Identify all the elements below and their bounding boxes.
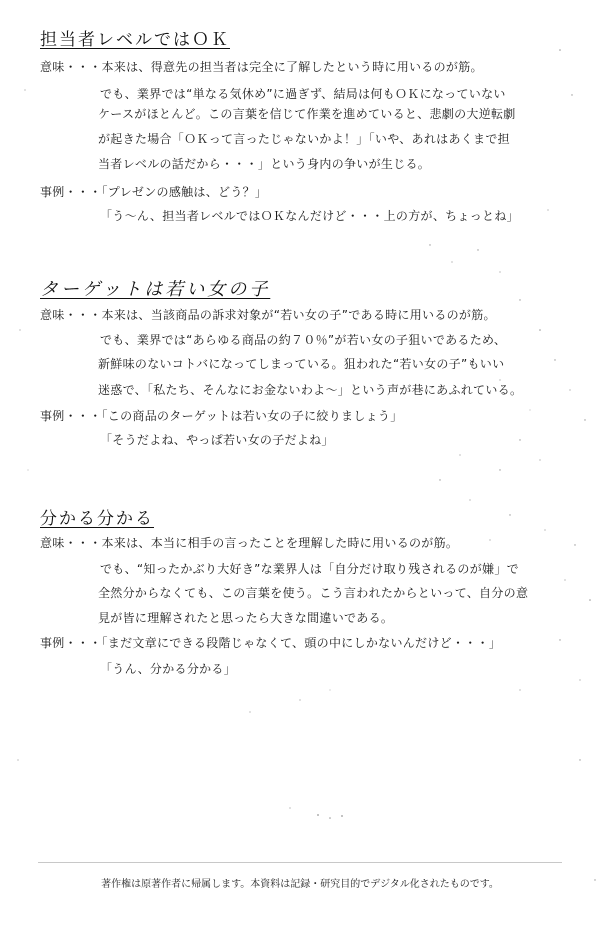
meaning-line-2: 意味・・・本来は、当該商品の訴求対象が“若い女の子”である時に用いるのが筋。 bbox=[40, 308, 496, 322]
body-line-3-2: でも、“知ったかぶり大好き”な業界人は「自分だけ取り残されるのが嫌」で bbox=[100, 562, 519, 576]
meaning-line-1: 意味・・・本来は、得意先の担当者は完全に了解したという時に用いるのが筋。 bbox=[40, 60, 483, 74]
example-reply-1: 「う〜ん、担当者レベルではＯＫなんだけど・・・上の方が、ちょっとね」 bbox=[100, 209, 519, 223]
body-line-1-4: が起きた場合「ＯＫって言ったじゃないかよ！」「いや、あれはあくまで担 bbox=[98, 132, 510, 146]
body-line-2-3: 新鮮味のないコトバになってしまっている。狙われた“若い女の子”もいい bbox=[98, 357, 505, 371]
body-line-2-2: でも、業界では“あらゆる商品の約７０％”が若い女の子狙いであるため、 bbox=[100, 333, 507, 347]
body-line-3-4: 見が皆に理解されたと思ったら大きな間違いである。 bbox=[98, 611, 394, 625]
section-heading-2: ターゲットは若い女の子 bbox=[40, 279, 271, 300]
meaning-line-3: 意味・・・本来は、本当に相手の言ったことを理解した時に用いるのが筋。 bbox=[40, 536, 459, 550]
example-reply-3: 「うん、分かる分かる」 bbox=[100, 662, 237, 676]
copyright-footer: 著作権は原著作者に帰属します。本資料は記録・研究目的でデジタル化されたものです。 bbox=[101, 879, 499, 890]
example-line-2: 事例・・・「この商品のターゲットは若い女の子に絞りましょう」 bbox=[40, 409, 403, 423]
section-heading-1: 担当者レベルではＯＫ bbox=[40, 30, 230, 50]
section-heading-3: 分かる分かる bbox=[40, 509, 154, 529]
body-line-1-2: でも、業界では“単なる気休め”に過ぎず、結局は何もＯＫになっていない bbox=[100, 87, 506, 101]
body-line-3-3: 全然分からなくても、この言葉を使う。こう言われたからといって、自分の意 bbox=[98, 586, 529, 600]
body-line-1-3: ケースがほとんど。この言葉を信じて作業を進めていると、悲劇の大逆転劇 bbox=[98, 107, 516, 121]
body-line-1-5: 当者レベルの話だから・・・」という身内の争いが生じる。 bbox=[98, 157, 431, 171]
example-line-1: 事例・・・「プレゼンの感触は、どう？」 bbox=[40, 185, 268, 199]
example-line-3: 事例・・・「まだ文章にできる段階じゃなくて、頭の中にしかないんだけど・・・」 bbox=[40, 636, 502, 650]
body-line-2-4: 迷惑で、「私たち、そんなにお金ないわよ〜」という声が巷にあふれている。 bbox=[98, 383, 523, 397]
example-reply-2: 「そうだよね、やっぱ若い女の子だよね」 bbox=[100, 433, 334, 447]
footer-divider bbox=[38, 862, 562, 863]
